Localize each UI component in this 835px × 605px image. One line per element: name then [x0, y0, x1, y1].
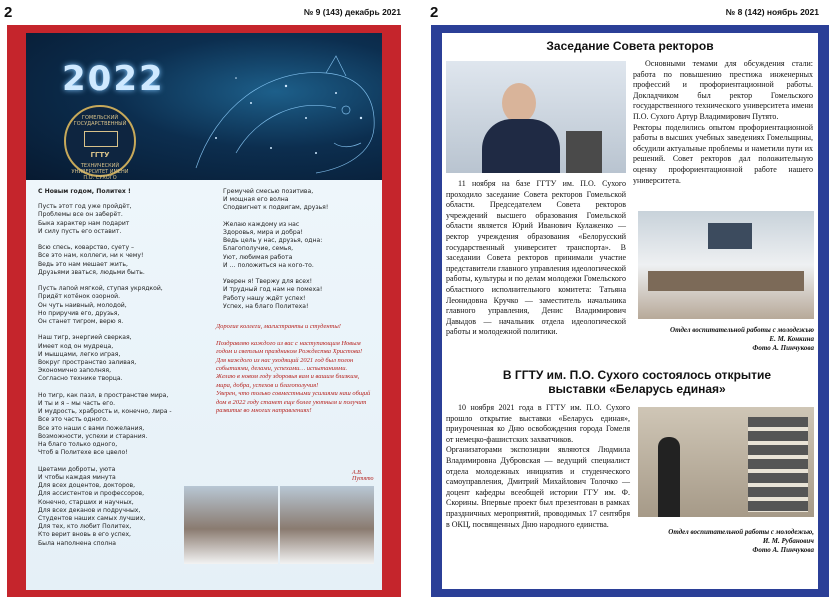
article1-text-left: 11 ноября на базе ГГТУ им. П.О. Сухого проходило заседание Совета ректоров Гомельской области. Председателем Совета ректоров учреждений высшего образования Гомельской области является Юрий Иванович Кулаженко — ректор учреждения образования «Белорусский государственный университет транспорта». В заседании Совета ректоров принимали участие представители главного управления идеологической работы, культуры и по делам молодежи Гомельского областного исполнительного комитета: Татьяна Леонидовна Кручко — заместитель начальника главного управления, Денис Владимирович Давыдов — начальник отдела идеологической работы и молодежной политики. [446, 179, 626, 337]
poem-text-1: Пусть этот год уже пройдёт, Проблемы все он заберёт. Быка характер нам подарит И силу пусть его оставит. Всю спесь, коварство, суету – Все это нам, коллеги, ни к чему! Ведь это нам мешает жить, Друзьями зваться, людьми быть. Пусть лапой мягкой, ступая укрядкой, Придёт котёнок озорной. Он чуть наивный, молодой, Но приручив его, друзья, Он станет тигром, верю я. Наш тигр, энергией сверкая, Имеет код он мудрецa, И мышцами, легко играя, Вокруг пространство заливая, Экономично заполняя, Согласно технике творца. Но тигр, как пазл, в пространстве мира, И ты и я – мы часть его. И мудрость, храбрость и, конечно, лира - Все это часть одного. Все это наши с вами пожелания, Возможности, успехи и старания. На благо только одного, Чтоб в Политехе все цвело! Цветами доброты, уюта И чтобы каждая минута Для всех доцентов, докторов, Для ассистентов и профессоров, Конечно, старших и научных, Для всех деканов и подручных, Студентов наших самых лучших, Для тех, кто любит Политех, Кто верит вновь в его успех, Была наполнена сполна [38, 203, 172, 547]
article1-caption: Отдел воспитательной работы с молодежью Е. М. Конкина Фото А. Пинчукова [670, 326, 814, 352]
left-page [0, 0, 417, 605]
rector-photo [446, 61, 626, 173]
exhibition-photo [638, 407, 814, 517]
article2-caption: Отдел воспитательной работы с молодежью, И. М. Рубанович Фото А. Пинчукова [668, 528, 814, 554]
tiger-illustration [176, 48, 382, 180]
logo-text-mid: ГГТУ [90, 151, 110, 159]
article1-headline: Заседание Совета ректоров [546, 39, 714, 53]
article2-headline: В ГГТУ им. П.О. Сухого состоялось открытие выставки «Беларусь единая» [502, 368, 772, 396]
logo-text-top: ГОМЕЛЬСКИЙ ГОСУДАРСТВЕННЫЙ [73, 115, 127, 127]
article2-text: 10 ноября 2021 года в ГГТУ им. П.О. Сухого прошло открытие выставки «Беларусь единая», приуроченная ко Дню освобождения города Гомеля от немецко-фашистских захватчиков. Организаторами экспозиции являются Людмила Владимировна Дубровская — ведущий специалист отдела молодежных инициатив и студенческого самоуправления, Дмитрий Михайлович Толочко — доцент кафедры всеобщей истории ГГУ им. Ф. Скорины. Впервые проект был презентован в рамках праздничных мероприятий, проводимых 17 сентября в ОКЦ, посвященных Дню народного единства. [446, 403, 630, 529]
poem-area [26, 180, 382, 590]
meeting-photo [638, 211, 814, 319]
logo-text-bottom: ТЕХНИЧЕСКИЙ УНИВЕРСИТЕТ ИМЕНИ П.О. СУХОГО [71, 163, 129, 180]
article-panel [442, 33, 818, 589]
banner-year: 2022 [62, 59, 165, 99]
right-page [418, 0, 835, 605]
university-logo [64, 105, 136, 180]
page-number: 2 [430, 4, 439, 21]
building-icon [84, 131, 118, 147]
page-number: 2 [4, 4, 13, 21]
greeting-signature: А.В. Путято [352, 470, 374, 482]
issue-label: № 8 (142) ноябрь 2021 [725, 7, 819, 17]
greeting-message: Дорогие коллеги, магистранты и студенты! Поздравляю каждого из вас с наступающим Новым годом и светлым праздником Рождества Христова! Для каждого из нас уходящий 2021 год был полон событиями, делами, успехами… испытаниями. Желаю в новом году здоровья вам и вашим близким, мира, добра, успехов и благополучия! Уверен, что только совместными усилиями наш общий дом в 2022 году станет еще более уютным и получит развитие во многих направлениях! [216, 323, 371, 415]
poem-column-2: Гремучей смесью позитива, И мощная его волна Сподвигнет к подвигам, друзья! Желаю каждому из нас Здоровья, мира и добра! Ведь цель у нас, друзья, одна: Благополучие, семья, Уют, любимая работа И … положиться на кого-то. Уверен я! Твержу для всех! И трудный год нам не помеха! Работу нашу ждёт успех! Успех, на благо Политеха! [223, 188, 329, 310]
new-year-banner [26, 33, 382, 180]
poem-title: С Новым годом, Политех ! [38, 188, 131, 195]
issue-label: № 9 (143) декабрь 2021 [303, 7, 401, 17]
campus-photo [184, 486, 374, 564]
article1-text-right: Основными темами для обсуждения стали: работа по повышению престижа инженерных профессий и профориентационной работы. Докладчиком был ректор Гомельского государственного технического университета имени П.О. Сухого Артур Владимирович Путято. Ректоры поделились опытом профориентационной работы в высших учебных заведениях Гомельщины, обсудили актуальные проблемы и наметили пути их решений. Совет ректоров дал положительную оценку профориентационной работе нашего университета. [633, 59, 813, 185]
